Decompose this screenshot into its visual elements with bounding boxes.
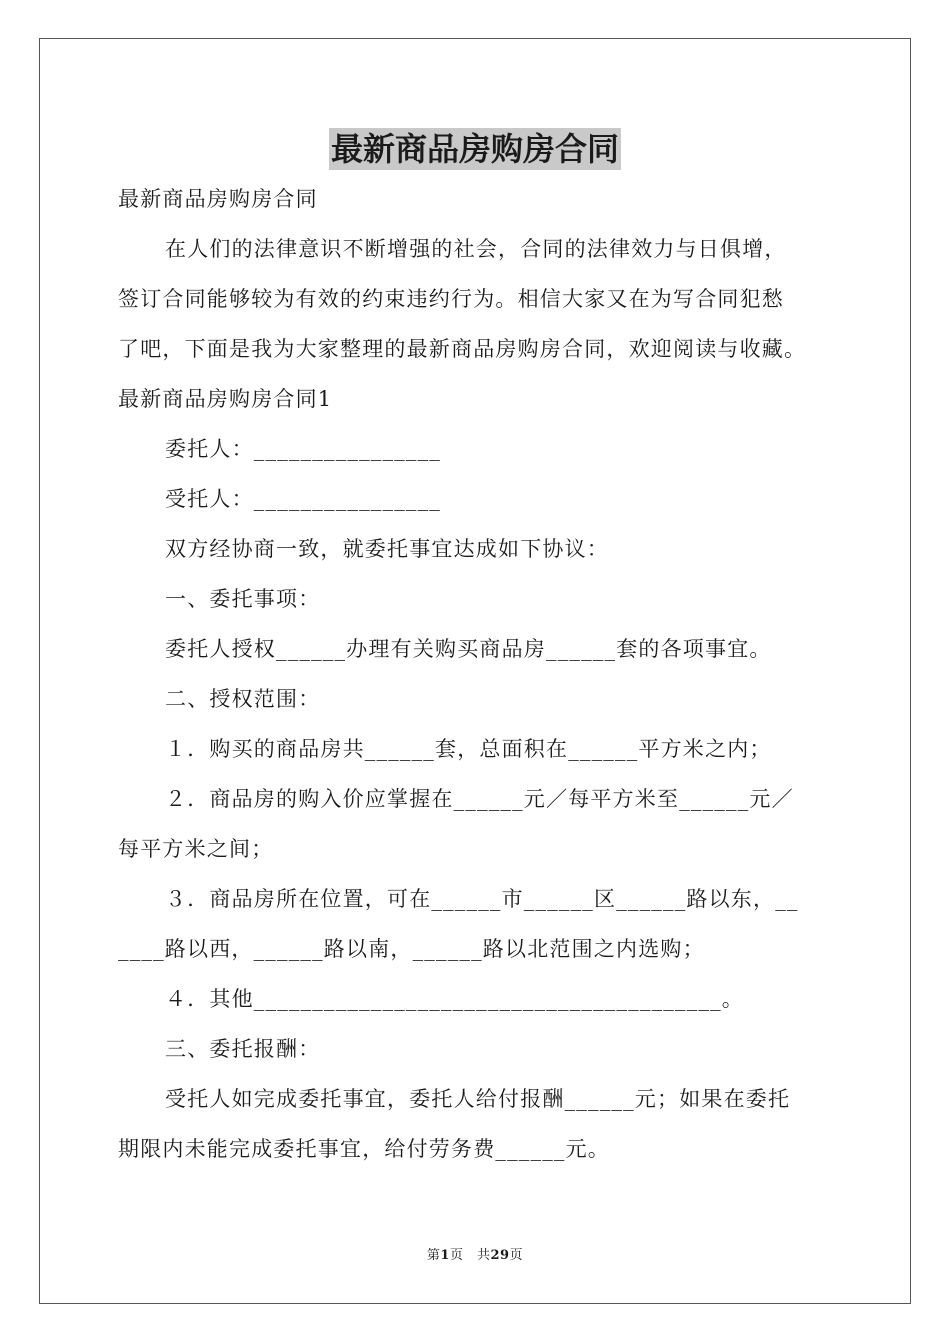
- footer-middle: 页 共: [449, 1248, 491, 1263]
- current-page-number: 1: [440, 1248, 450, 1263]
- page-footer: [0, 1247, 950, 1265]
- page-frame: [39, 38, 911, 1304]
- footer-suffix: 页: [509, 1248, 524, 1263]
- footer-prefix: 第: [426, 1248, 441, 1263]
- paragraph-line: 签订合同能够较为有效的约束违约行为。相信大家又在为写合同犯愁: [118, 287, 784, 311]
- paragraph-line: 期限内未能完成委托事宜，给付劳务费______元。: [118, 1137, 610, 1161]
- agent-field: 受托人：________________: [165, 487, 441, 511]
- paragraph-line: 受托人如完成委托事宜，委托人给付报酬______元；如果在委托: [165, 1087, 791, 1111]
- list-item: １．购买的商品房共______套，总面积在______平方米之内；: [165, 737, 772, 761]
- title-container: [0, 128, 950, 170]
- paragraph-line: 每平方米之间；: [118, 837, 274, 861]
- paragraph-line: 了吧，下面是我为大家整理的最新商品房购房合同，欢迎阅读与收藏。: [118, 337, 807, 361]
- list-item: ２．商品房的购入价应掌握在______元／每平方米至______元／: [165, 787, 794, 811]
- paragraph-line: 在人们的法律意识不断增强的社会，合同的法律效力与日俱增，: [165, 237, 787, 261]
- paragraph-line: 委托人授权______办理有关购买商品房______套的各项事宜。: [165, 637, 772, 661]
- paragraph-line: ____路以西，______路以南，______路以北范围之内选购；: [118, 937, 705, 961]
- clause-heading: 一、委托事项：: [165, 587, 321, 611]
- paragraph-line: 双方经协商一致，就委托事宜达成如下协议：: [165, 537, 609, 561]
- subtitle-line: 最新商品房购房合同: [118, 187, 318, 211]
- section-heading: 最新商品房购房合同1: [118, 387, 333, 411]
- principal-field: 委托人：________________: [165, 437, 441, 461]
- clause-heading: 二、授权范围：: [165, 687, 321, 711]
- list-item: ４．其他________________________________________。: [165, 987, 744, 1011]
- clause-heading: 三、委托报酬：: [165, 1037, 321, 1061]
- total-pages-number: 29: [490, 1248, 510, 1263]
- list-item: ３．商品房所在位置，可在______市______区______路以东，__: [165, 887, 799, 911]
- document-title: 最新商品房购房合同: [330, 130, 619, 168]
